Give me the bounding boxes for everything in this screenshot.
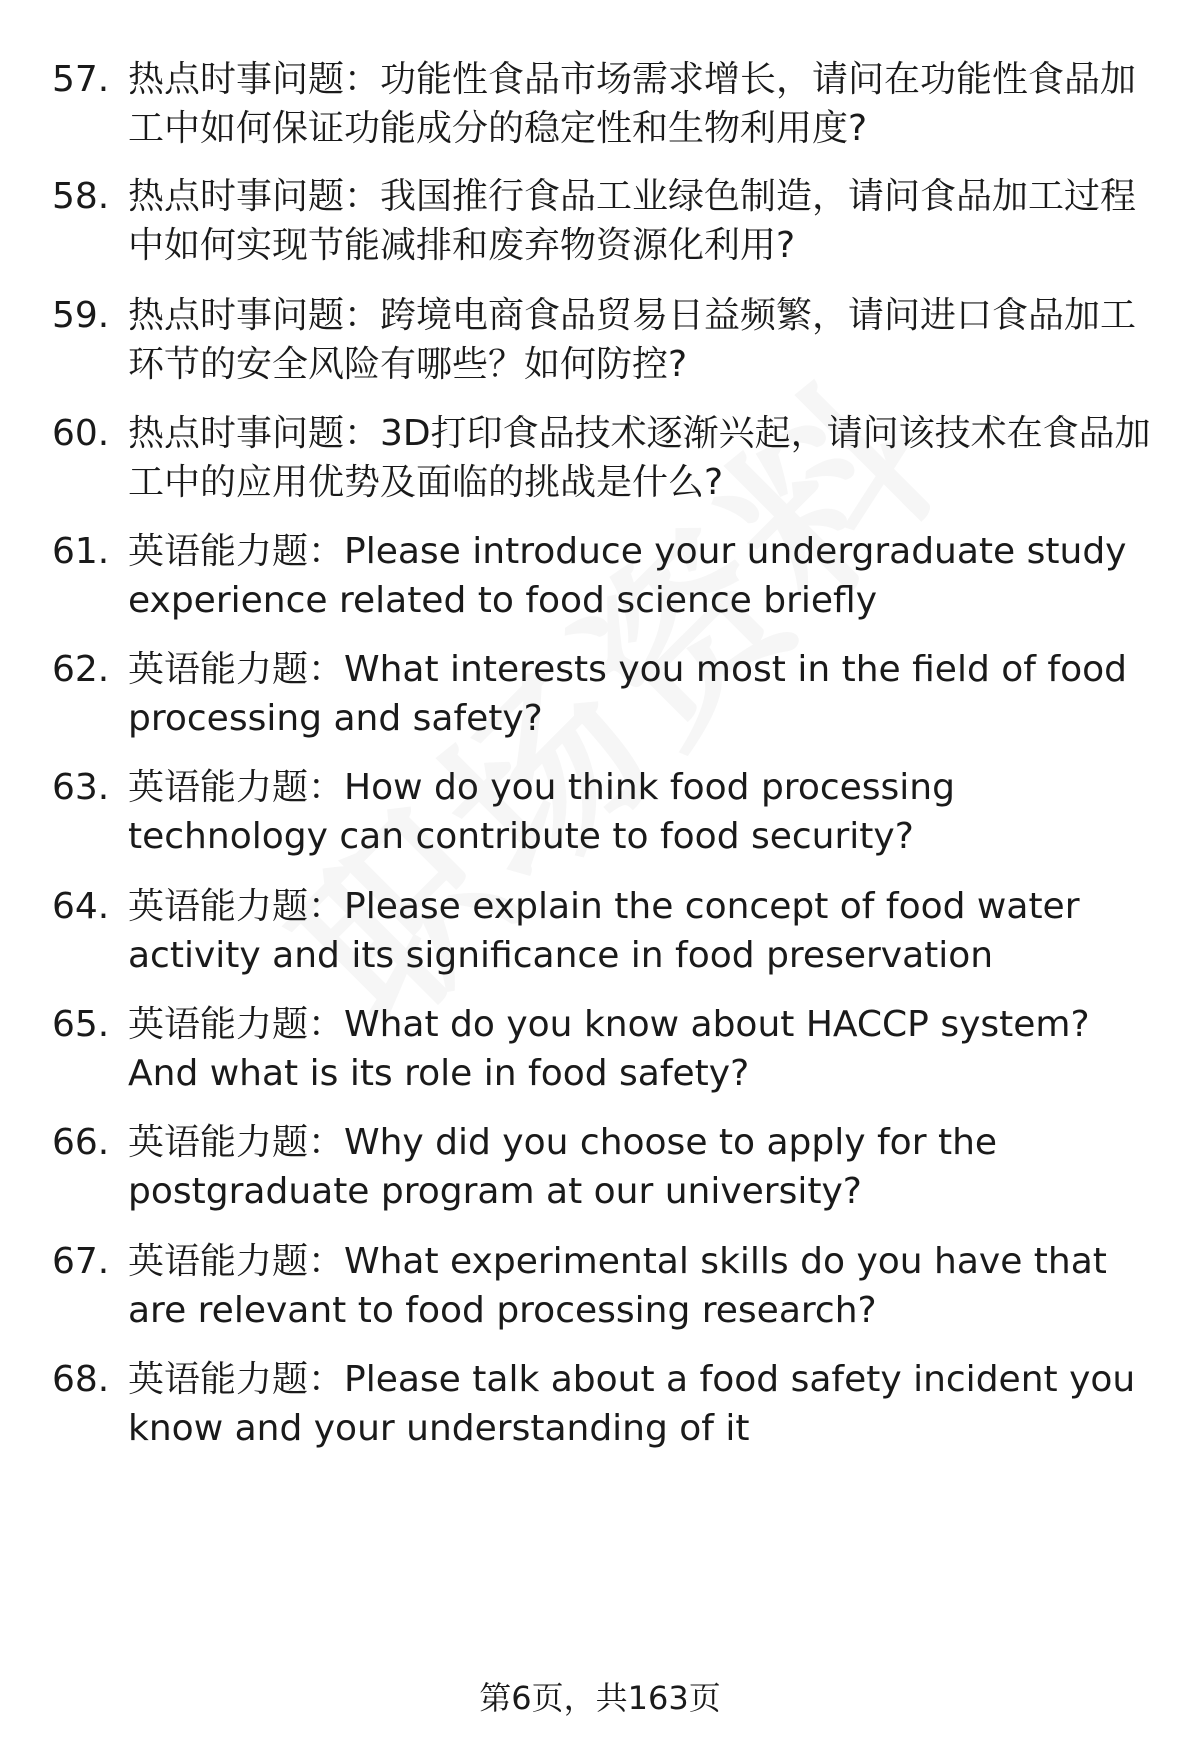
item-text: 热点时事问题：功能性食品市场需求增长，请问在功能性食品加工中如何保证功能成分的稳定性和生物利用度? <box>128 59 1137 149</box>
item-text: 热点时事问题：3D打印食品技术逐渐兴起，请问该技术在食品加工中的应用优势及面临的挑战是什么? <box>128 413 1151 503</box>
item-number: 59. <box>52 295 110 336</box>
item-number: 66. <box>52 1122 110 1163</box>
item-text: 热点时事问题：我国推行食品工业绿色制造，请问食品加工过程中如何实现节能减排和废弃物资源化利用? <box>128 176 1137 266</box>
item-text: 热点时事问题：跨境电商食品贸易日益频繁，请问进口食品加工环节的安全风险有哪些？如何防控? <box>128 295 1137 385</box>
item-text: 英语能力题：What interests you most in the field of food processing and safety? <box>128 649 1127 739</box>
item-number: 62. <box>52 649 110 690</box>
item-number: 61. <box>52 531 110 572</box>
item-number: 63. <box>52 767 110 808</box>
item-number: 64. <box>52 886 110 927</box>
item-text: 英语能力题：What experimental skills do you have that are relevant to food processing research? <box>128 1241 1107 1331</box>
item-text: 英语能力题：Please explain the concept of food water activity and its significance in food preservation <box>128 886 1080 976</box>
item-number: 57. <box>52 59 110 100</box>
item-number: 65. <box>52 1004 110 1045</box>
item-text: 英语能力题：Please introduce your undergraduate study experience related to food science briefly <box>128 531 1127 621</box>
item-number: 60. <box>52 413 110 454</box>
item-text: 英语能力题：Please talk about a food safety incident you know and your understanding of it <box>128 1359 1136 1449</box>
item-number: 68. <box>52 1359 110 1400</box>
item-text: 英语能力题：Why did you choose to apply for the postgraduate program at our university? <box>128 1122 998 1212</box>
item-number: 67. <box>52 1241 110 1282</box>
item-text: 英语能力题：How do you think food processing technology can contribute to food security? <box>128 767 955 857</box>
page-footer: 第6页，共163页 <box>479 1679 721 1717</box>
item-number: 58. <box>52 176 110 217</box>
item-text: 英语能力题：What do you know about HACCP system? And what is its role in food safety? <box>128 1004 1090 1094</box>
